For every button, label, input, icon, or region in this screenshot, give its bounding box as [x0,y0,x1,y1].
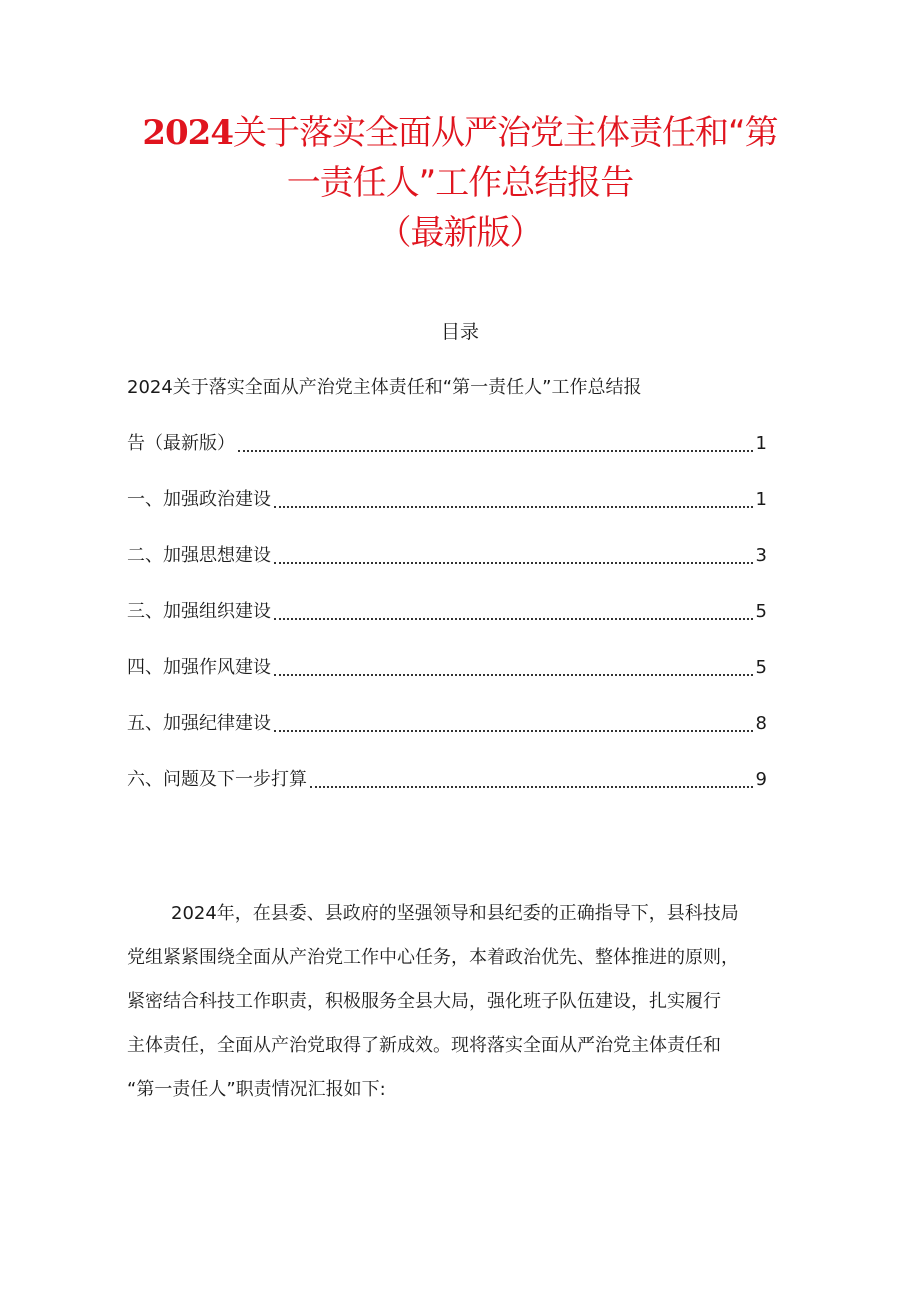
title-line-2: 一责任人”工作总结报告 [286,163,634,203]
toc-dot-leader [274,673,753,676]
body-paragraph [127,892,807,1112]
toc-heading: 目录 [440,321,479,343]
body-line: 2024年，在县委、县政府的坚强领导和县纪委的正确指导下，县科技局 [171,903,739,924]
toc-dot-leader [274,617,753,620]
toc-page-number: 5 [755,601,767,622]
title-line-3: （最新版） [377,213,543,253]
document-title [100,108,820,258]
title-year: 2024 [142,113,233,153]
body-line: “第一责任人”职责情况汇报如下: [127,1079,386,1100]
title-line-1-text: 关于落实全面从严治党主体责任和“第 [233,113,778,153]
toc-entry[interactable] [127,430,767,458]
toc-entry[interactable] [127,598,767,626]
toc-dot-leader [274,561,753,564]
body-line: 紧密结合科技工作职责，积极服务全县大局，强化班子队伍建设，扎实履行 [127,991,721,1012]
toc-dot-leader [238,449,753,452]
toc-entry-label: 三、加强组织建设 [127,601,271,622]
toc-dot-leader [274,505,753,508]
toc-page-number: 5 [755,657,767,678]
toc-page-number: 3 [755,545,767,566]
toc-entry-label: 四、加强作风建设 [127,657,271,678]
toc-entry[interactable] [127,710,767,738]
body-line: 主体责任，全面从产治党取得了新成效。现将落实全面从严治党主体责任和 [127,1035,721,1056]
title-line-1 [100,108,820,158]
toc-entry-title-line-1[interactable]: 2024关于落实全面从产治党主体责任和“第一责任人”工作总结报 [127,377,642,398]
toc-entry[interactable] [127,486,767,514]
toc-entry-label: 六、问题及下一步打算 [127,769,307,790]
toc-entry-label: 五、加强纪律建设 [127,713,271,734]
toc-dot-leader [274,729,753,732]
toc-entry-label: 二、加强思想建设 [127,545,271,566]
toc-entry[interactable] [127,542,767,570]
toc-entry-label: 一、加强政治建设 [127,489,271,510]
body-line: 党组紧紧围绕全面从产治党工作中心任务，本着政治优先、整体推进的原则， [127,947,739,968]
toc-entry[interactable] [127,654,767,682]
toc-page-number: 8 [755,713,767,734]
toc-entry[interactable] [127,766,767,794]
toc-page-number: 1 [755,433,767,454]
toc-page-number: 1 [755,489,767,510]
toc-page-number: 9 [755,769,767,790]
toc-dot-leader [310,785,753,788]
toc-entry-label: 告（最新版） [127,433,235,454]
